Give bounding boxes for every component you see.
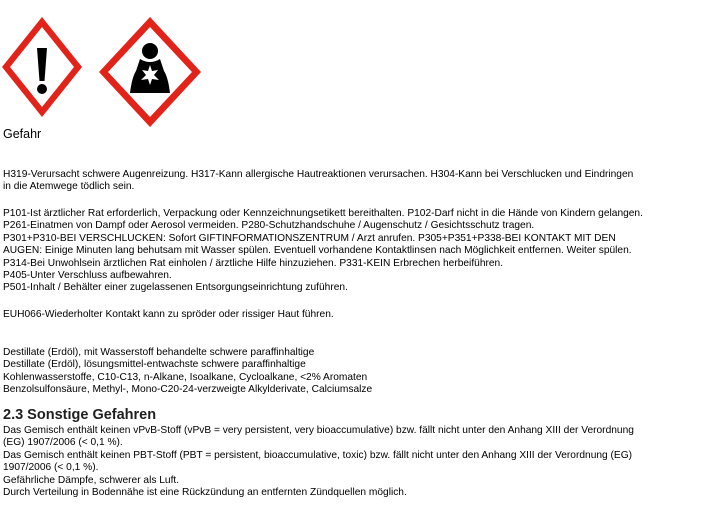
other-hazards-line: Durch Verteilung in Bodennähe ist eine Rückzündung an entfernten Zündquellen möglich. [3, 487, 407, 499]
section-heading: 2.3 Sonstige Gefahren [3, 407, 157, 423]
euh-statement-line: EUH066-Wiederholter Kontakt kann zu spröder oder rissiger Haut führen. [3, 309, 334, 320]
component-line: Kohlenwasserstoffe, C10-C13, n-Alkane, Isoalkane, Cycloalkane, <2% Aromaten [3, 371, 368, 383]
other-hazards-line: Das Gemisch enthält keinen vPvB-Stoff (vPvB = very persistent, very bioaccumulative) bzw. fällt nicht unter den Anhang XIII der Verordnung [3, 425, 634, 436]
precautionary-statement-line: P301+P310-BEI VERSCHLUCKEN: Sofort GIFTINFORMATIONSZENTRUM / Arzt anrufen. P305+P351+P338-BEI KONTAKT MIT DEN [3, 232, 616, 244]
other-hazards-text [3, 425, 703, 499]
hazardous-components [3, 347, 703, 397]
precautionary-statement-line: P101-Ist ärztlicher Rat erforderlich, Verpackung oder Kennzeichnungsetikett bereithalten. P102-Darf nicht in die Hände von Kindern gelangen. [3, 208, 643, 219]
other-hazards-line: Das Gemisch enthält keinen PBT-Stoff (PBT = persistent, bioaccumulative, toxic) bzw. fällt nicht unter den Anhang XIII der Verordnung (EG) [3, 449, 633, 461]
ghs08-health-hazard-icon [99, 17, 201, 127]
signal-word: Gefahr [3, 127, 42, 141]
other-hazards-line: 1907/2006 (< 0,1 %). [3, 462, 99, 474]
precautionary-statement-line: P261-Einatmen von Dampf oder Aerosol vermeiden. P280-Schutzhandschuhe / Augenschutz / Gesichtsschutz tragen. [3, 220, 535, 232]
precautionary-statement-line: AUGEN: Einige Minuten lang behutsam mit Wasser spülen. Eventuell vorhandene Kontaktlinsen nach Möglichkeit entfernen. Weiter spülen. [3, 245, 632, 257]
precautionary-statements [3, 208, 703, 295]
precautionary-statement-line: P314-Bei Unwohlsein ärztlichen Rat einholen / ärztliche Hilfe hinzuziehen. P331-KEIN Erbrechen herbeiführen. [3, 257, 504, 269]
other-hazards-line: Gefährliche Dämpfe, schwerer als Luft. [3, 474, 180, 486]
ghs-pictograms [0, 15, 210, 131]
precautionary-statement-line: P501-Inhalt / Behälter einer zugelassenen Entsorgungseinrichtung zuführen. [3, 282, 348, 294]
component-line: Benzolsulfonsäure, Methyl-, Mono-C20-24-verzweigte Alkylderivate, Calciumsalze [3, 384, 373, 396]
hazard-statements [3, 169, 703, 194]
hazard-statement-line: H319-Verursacht schwere Augenreizung. H317-Kann allergische Hautreaktionen verursachen. H304-Kann bei Verschlucken und Eindringen [3, 169, 634, 180]
component-line: Destillate (Erdöl), mit Wasserstoff behandelte schwere paraffinhaltige [3, 347, 315, 358]
precautionary-statement-line: P405-Unter Verschluss aufbewahren. [3, 270, 172, 282]
other-hazards-line: (EG) 1907/2006 (< 0,1 %). [3, 437, 123, 449]
hazard-statement-line: in die Atemwege tödlich sein. [3, 181, 135, 193]
component-line: Destillate (Erdöl), lösungsmittel-entwachste schwere paraffinhaltige [3, 359, 306, 371]
ghs07-exclamation-mark-icon [2, 17, 82, 117]
euh-statement [3, 309, 703, 321]
